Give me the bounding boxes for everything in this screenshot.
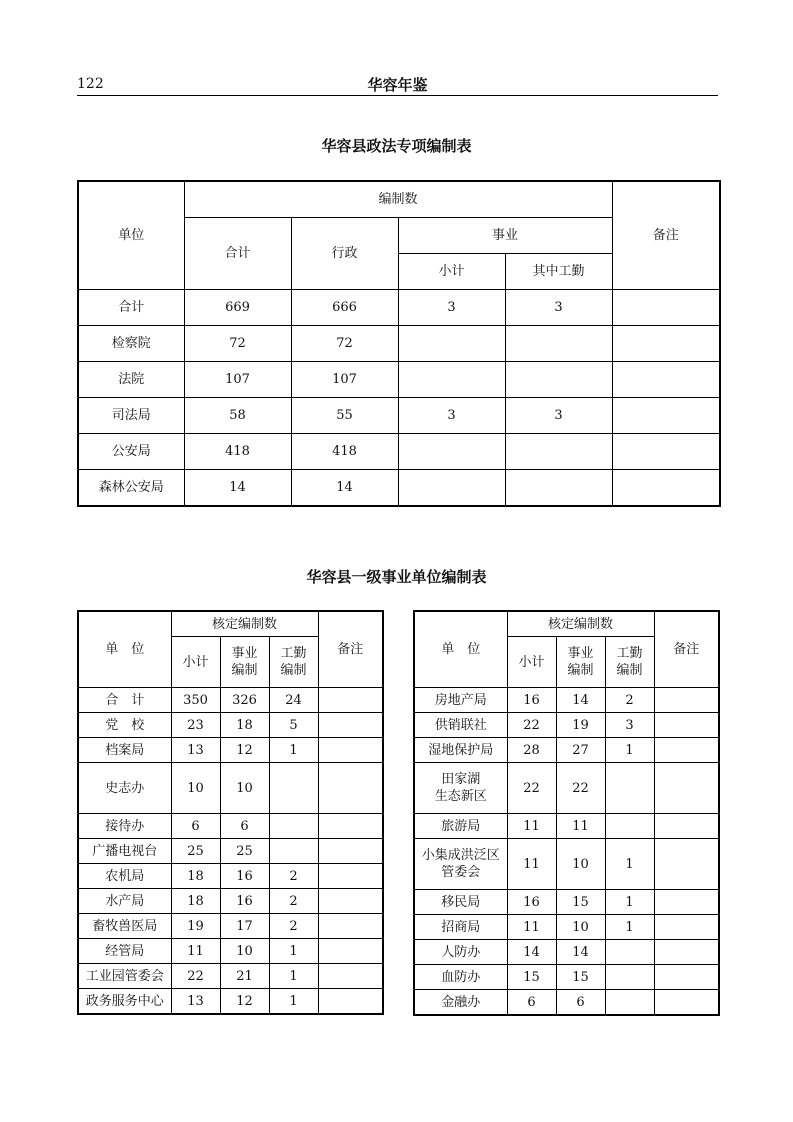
cell-unit: 司法局 xyxy=(78,398,184,434)
header-quota: 编制数 xyxy=(184,181,612,218)
header-worker-line2: 编制 xyxy=(616,663,643,678)
header-worker: 其中工勤 xyxy=(505,254,612,290)
header-total: 合计 xyxy=(184,218,291,290)
cell-unit: 广播电视台 xyxy=(78,839,171,864)
book-title: 华容年鉴 xyxy=(367,76,428,94)
cell-subtotal xyxy=(398,434,505,470)
cell-public: 12 xyxy=(220,738,269,763)
cell-public: 12 xyxy=(220,989,269,1015)
cell-subtotal: 6 xyxy=(171,814,220,839)
cell-remark xyxy=(654,814,719,839)
cell-remark xyxy=(318,738,383,763)
cell-remark xyxy=(318,914,383,939)
cell-public: 10 xyxy=(556,839,605,890)
cell-subtotal: 19 xyxy=(171,914,220,939)
cell-worker xyxy=(269,839,318,864)
cell-worker xyxy=(605,965,654,990)
cell-unit: 畜牧兽医局 xyxy=(78,914,171,939)
table-row xyxy=(414,990,719,1016)
table-row xyxy=(414,890,719,915)
cell-public: 6 xyxy=(220,814,269,839)
cell-subtotal: 13 xyxy=(171,738,220,763)
cell-subtotal: 13 xyxy=(171,989,220,1015)
cell-admin: 14 xyxy=(291,470,398,507)
cell-public: 14 xyxy=(556,688,605,713)
cell-subtotal: 11 xyxy=(507,915,556,940)
table-row xyxy=(78,688,383,713)
cell-public: 15 xyxy=(556,890,605,915)
table-row xyxy=(414,763,719,814)
cell-remark xyxy=(654,890,719,915)
cell-remark xyxy=(318,713,383,738)
cell-subtotal: 11 xyxy=(507,839,556,890)
cell-subtotal: 10 xyxy=(171,763,220,814)
cell-worker xyxy=(505,470,612,507)
cell-remark xyxy=(318,814,383,839)
public-units-table-left xyxy=(77,610,384,1015)
table-row xyxy=(414,713,719,738)
header-unit: 单位 xyxy=(78,181,184,290)
header-public-line1: 事业 xyxy=(231,646,258,661)
header-public-line2: 编制 xyxy=(231,663,258,678)
table-row xyxy=(414,738,719,763)
cell-admin: 55 xyxy=(291,398,398,434)
table-row xyxy=(414,940,719,965)
cell-total: 107 xyxy=(184,362,291,398)
running-header xyxy=(77,74,718,96)
cell-public: 326 xyxy=(220,688,269,713)
cell-remark xyxy=(654,738,719,763)
cell-unit: 血防办 xyxy=(414,965,507,990)
table-row xyxy=(78,839,383,864)
cell-unit: 合 计 xyxy=(78,688,171,713)
cell-subtotal: 22 xyxy=(171,964,220,989)
cell-unit: 水产局 xyxy=(78,889,171,914)
cell-unit: 移民局 xyxy=(414,890,507,915)
cell-subtotal xyxy=(398,362,505,398)
table-row xyxy=(78,362,720,398)
table1-title: 华容县政法专项编制表 xyxy=(321,137,472,155)
header-worker xyxy=(605,637,654,688)
cell-public: 21 xyxy=(220,964,269,989)
cell-worker: 2 xyxy=(605,688,654,713)
cell-unit: 史志办 xyxy=(78,763,171,814)
cell-subtotal: 22 xyxy=(507,763,556,814)
cell-remark xyxy=(654,915,719,940)
table-row xyxy=(78,398,720,434)
cell-unit: 人防办 xyxy=(414,940,507,965)
cell-remark xyxy=(318,839,383,864)
cell-worker: 1 xyxy=(269,939,318,964)
cell-public: 27 xyxy=(556,738,605,763)
header-subtotal: 小计 xyxy=(507,637,556,688)
cell-unit-line2: 管委会 xyxy=(441,865,481,880)
cell-worker: 1 xyxy=(605,890,654,915)
cell-remark xyxy=(318,939,383,964)
cell-admin: 418 xyxy=(291,434,398,470)
cell-unit: 工业园管委会 xyxy=(78,964,171,989)
cell-remark xyxy=(318,964,383,989)
table-row xyxy=(78,989,383,1015)
cell-unit: 公安局 xyxy=(78,434,184,470)
cell-remark xyxy=(612,470,720,507)
cell-public: 11 xyxy=(556,814,605,839)
header-worker-line1: 工勤 xyxy=(280,646,307,661)
cell-unit: 招商局 xyxy=(414,915,507,940)
cell-worker: 1 xyxy=(269,989,318,1015)
table-row xyxy=(78,889,383,914)
table-row xyxy=(414,965,719,990)
cell-remark xyxy=(654,990,719,1016)
table-row xyxy=(78,434,720,470)
cell-worker xyxy=(605,990,654,1016)
header-remark: 备注 xyxy=(318,611,383,688)
header-public xyxy=(556,637,605,688)
page-number: 122 xyxy=(77,76,104,92)
table-row xyxy=(78,864,383,889)
table-row xyxy=(78,914,383,939)
table-row xyxy=(414,688,719,713)
cell-subtotal: 25 xyxy=(171,839,220,864)
cell-worker: 1 xyxy=(605,915,654,940)
header-worker xyxy=(269,637,318,688)
cell-public: 22 xyxy=(556,763,605,814)
legal-quota-table xyxy=(77,180,721,507)
table-row xyxy=(78,470,720,507)
cell-remark xyxy=(654,839,719,890)
header-admin: 行政 xyxy=(291,218,398,290)
header-unit: 单 位 xyxy=(78,611,171,688)
cell-remark xyxy=(654,688,719,713)
cell-worker xyxy=(605,940,654,965)
cell-subtotal: 18 xyxy=(171,889,220,914)
cell-unit xyxy=(414,839,507,890)
cell-unit: 金融办 xyxy=(414,990,507,1016)
cell-worker: 3 xyxy=(505,290,612,326)
header-public: 事业 xyxy=(398,218,612,254)
table-row xyxy=(414,915,719,940)
cell-unit-line1: 田家湖 xyxy=(441,772,481,787)
cell-unit: 经管局 xyxy=(78,939,171,964)
cell-subtotal xyxy=(398,326,505,362)
cell-unit-line2: 生态新区 xyxy=(434,789,487,804)
cell-public: 18 xyxy=(220,713,269,738)
cell-public: 25 xyxy=(220,839,269,864)
cell-admin: 72 xyxy=(291,326,398,362)
cell-public: 10 xyxy=(220,763,269,814)
header-public-line2: 编制 xyxy=(567,663,594,678)
cell-unit: 检察院 xyxy=(78,326,184,362)
header-worker-line1: 工勤 xyxy=(616,646,643,661)
cell-worker: 1 xyxy=(605,839,654,890)
cell-remark xyxy=(318,864,383,889)
cell-subtotal xyxy=(398,470,505,507)
cell-public: 10 xyxy=(556,915,605,940)
cell-worker xyxy=(605,763,654,814)
cell-remark xyxy=(654,965,719,990)
header-subtotal: 小计 xyxy=(398,254,505,290)
cell-public: 15 xyxy=(556,965,605,990)
cell-unit xyxy=(414,763,507,814)
cell-subtotal: 16 xyxy=(507,890,556,915)
header-public xyxy=(220,637,269,688)
cell-subtotal: 23 xyxy=(171,713,220,738)
cell-remark xyxy=(654,713,719,738)
cell-subtotal: 3 xyxy=(398,290,505,326)
cell-worker: 5 xyxy=(269,713,318,738)
cell-worker: 1 xyxy=(269,738,318,763)
cell-remark xyxy=(318,688,383,713)
cell-unit: 接待办 xyxy=(78,814,171,839)
header-remark: 备注 xyxy=(612,181,720,290)
header-unit: 单 位 xyxy=(414,611,507,688)
cell-remark xyxy=(654,763,719,814)
cell-worker: 2 xyxy=(269,914,318,939)
cell-unit: 供销联社 xyxy=(414,713,507,738)
cell-unit: 党 校 xyxy=(78,713,171,738)
cell-worker xyxy=(505,434,612,470)
cell-subtotal: 350 xyxy=(171,688,220,713)
cell-unit: 房地产局 xyxy=(414,688,507,713)
cell-remark xyxy=(612,326,720,362)
cell-worker: 1 xyxy=(269,964,318,989)
cell-subtotal: 18 xyxy=(171,864,220,889)
cell-subtotal: 11 xyxy=(507,814,556,839)
cell-admin: 107 xyxy=(291,362,398,398)
cell-total: 669 xyxy=(184,290,291,326)
cell-remark xyxy=(612,398,720,434)
table-row xyxy=(78,326,720,362)
header-subtotal: 小计 xyxy=(171,637,220,688)
cell-worker: 24 xyxy=(269,688,318,713)
cell-unit-line1: 小集成洪泛区 xyxy=(421,848,500,863)
cell-subtotal: 22 xyxy=(507,713,556,738)
cell-worker xyxy=(505,362,612,398)
table2-title: 华容县一级事业单位编制表 xyxy=(306,568,487,586)
cell-public: 16 xyxy=(220,864,269,889)
header-worker-line2: 编制 xyxy=(280,663,307,678)
cell-remark xyxy=(612,362,720,398)
table-row xyxy=(78,964,383,989)
cell-worker xyxy=(605,814,654,839)
cell-worker xyxy=(505,326,612,362)
cell-subtotal: 3 xyxy=(398,398,505,434)
cell-subtotal: 15 xyxy=(507,965,556,990)
header-quota: 核定编制数 xyxy=(171,611,318,637)
cell-subtotal: 28 xyxy=(507,738,556,763)
cell-unit: 合计 xyxy=(78,290,184,326)
table-row xyxy=(414,839,719,890)
table-row xyxy=(414,814,719,839)
cell-public: 19 xyxy=(556,713,605,738)
cell-remark xyxy=(612,290,720,326)
cell-unit: 档案局 xyxy=(78,738,171,763)
cell-unit: 政务服务中心 xyxy=(78,989,171,1015)
table-row xyxy=(78,763,383,814)
cell-worker xyxy=(269,763,318,814)
cell-public: 14 xyxy=(556,940,605,965)
cell-worker: 3 xyxy=(605,713,654,738)
cell-subtotal: 6 xyxy=(507,990,556,1016)
cell-worker: 1 xyxy=(605,738,654,763)
cell-unit: 森林公安局 xyxy=(78,470,184,507)
table-row xyxy=(78,713,383,738)
cell-unit: 湿地保护局 xyxy=(414,738,507,763)
cell-admin: 666 xyxy=(291,290,398,326)
header-quota: 核定编制数 xyxy=(507,611,654,637)
header-remark: 备注 xyxy=(654,611,719,688)
cell-total: 72 xyxy=(184,326,291,362)
table-row xyxy=(78,738,383,763)
cell-unit: 法院 xyxy=(78,362,184,398)
cell-public: 10 xyxy=(220,939,269,964)
cell-total: 58 xyxy=(184,398,291,434)
cell-subtotal: 11 xyxy=(171,939,220,964)
cell-public: 16 xyxy=(220,889,269,914)
cell-worker: 2 xyxy=(269,864,318,889)
cell-unit: 旅游局 xyxy=(414,814,507,839)
cell-public: 6 xyxy=(556,990,605,1016)
cell-total: 418 xyxy=(184,434,291,470)
cell-subtotal: 16 xyxy=(507,688,556,713)
cell-remark xyxy=(318,763,383,814)
cell-remark xyxy=(318,989,383,1015)
cell-remark xyxy=(654,940,719,965)
cell-worker xyxy=(269,814,318,839)
cell-total: 14 xyxy=(184,470,291,507)
cell-subtotal: 14 xyxy=(507,940,556,965)
cell-public: 17 xyxy=(220,914,269,939)
cell-worker: 2 xyxy=(269,889,318,914)
public-units-table-right xyxy=(413,610,720,1016)
table-row xyxy=(78,939,383,964)
table-row xyxy=(78,814,383,839)
cell-remark xyxy=(612,434,720,470)
header-public-line1: 事业 xyxy=(567,646,594,661)
cell-unit: 农机局 xyxy=(78,864,171,889)
table-row xyxy=(78,290,720,326)
cell-remark xyxy=(318,889,383,914)
cell-worker: 3 xyxy=(505,398,612,434)
